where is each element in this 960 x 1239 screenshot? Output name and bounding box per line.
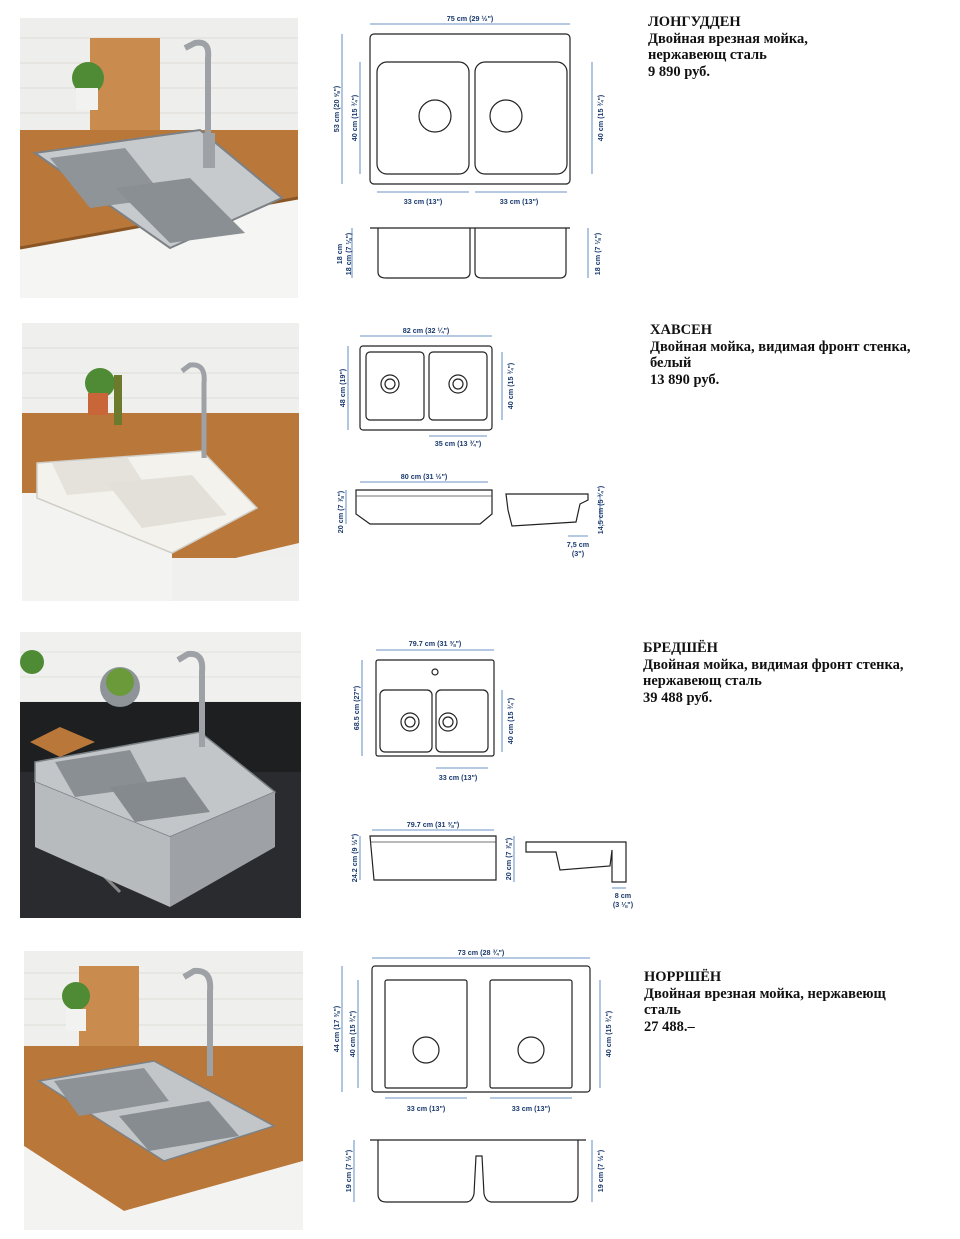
product-photo-norrsjon (24, 951, 303, 1230)
dim-side-height: 14,5 cm (5 ¾") (596, 485, 605, 535)
dim-depth-right: 19 cm (7 ½") (596, 1149, 605, 1193)
product-desc-line: Двойная врезная мойка, нержавеющ (644, 985, 886, 1002)
dim-bowl-width-right: 33 cm (13") (499, 197, 539, 206)
dim-front-height: 24.2 cm (9 ½") (350, 833, 359, 883)
product-desc-line: Двойная мойка, видимая фронт стенка, (643, 656, 904, 673)
dim-top-width: 75 cm (29 ½") (446, 14, 494, 23)
product-name: ХАВСЕН (650, 322, 713, 338)
dim-top-width: 79.7 cm (31 ⅜") (408, 639, 462, 648)
product-price: 39 488 руб. (643, 689, 713, 706)
product-photo-bredsjon (20, 632, 301, 918)
dim-side-height: 20 cm (7 ⅞") (504, 837, 513, 881)
dim-bowl-width-left: 33 cm (13") (403, 197, 443, 206)
dim-height-total: 48 cm (19") (338, 368, 347, 408)
dim-bowl-height-left: 40 cm (15 ¾") (350, 94, 359, 142)
product-photo-havsen (22, 323, 299, 601)
dimension-drawing-bredsjon (340, 630, 640, 915)
dim-bowl-height: 40 cm (15 ¾") (506, 697, 515, 745)
dimension-drawing-havsen (330, 322, 630, 562)
product-info-longudden (648, 14, 808, 80)
dim-side-lip: 8 cm (614, 891, 632, 900)
dim-front-width: 79.7 cm (31 ⅜") (406, 820, 460, 829)
product-name: ЛОНГУДДЕН (648, 14, 741, 30)
product-desc-line: Двойная мойка, видимая фронт стенка, (650, 338, 911, 355)
product-desc-line: нержавеющ сталь (643, 673, 762, 689)
dim-depth-left: 19 cm (7 ½") (344, 1149, 353, 1193)
product-price: 13 890 руб. (650, 371, 720, 388)
dimension-drawing-norrsjon (330, 944, 625, 1209)
dim-front-width: 80 cm (31 ½") (400, 472, 448, 481)
dim-bowl-width: 35 cm (13 ¾") (434, 439, 482, 448)
dim-depth-left-cm: 18 cm (335, 243, 344, 265)
product-name: НОРРШЁН (644, 969, 722, 985)
dim-bowl-width-left: 33 cm (13") (406, 1104, 446, 1113)
dim-bowl-width-right: 33 cm (13") (511, 1104, 551, 1113)
dim-height-total: 44 cm (17 ⅜") (332, 1005, 341, 1053)
dim-bowl-height: 40 cm (15 ¾") (506, 362, 515, 410)
dim-height-total: 53 cm (20 ⅝") (332, 85, 341, 133)
product-info-norrsjon (644, 969, 886, 1035)
dim-side-lip-inch: (3") (571, 549, 585, 558)
product-name: БРЕДШЁН (643, 640, 718, 656)
product-info-bredsjon (643, 640, 904, 706)
dim-depth-left: 18 cm (7 ⅛") (344, 232, 353, 276)
product-info-havsen (650, 322, 911, 388)
dim-height-total: 68.5 cm (27") (352, 685, 361, 731)
dim-side-lip: 7,5 cm (566, 540, 590, 549)
dim-front-height: 20 cm (7 ⅞") (336, 490, 345, 534)
product-desc-line: Двойная врезная мойка, (648, 30, 808, 47)
dim-bowl-height-right: 40 cm (15 ¾") (596, 94, 605, 142)
dimension-drawing-longudden (330, 10, 620, 290)
product-price: 27 488.– (644, 1018, 695, 1035)
product-desc-line: сталь (644, 1002, 681, 1018)
product-photo-longudden (20, 18, 298, 298)
dim-bowl-width: 33 cm (13") (438, 773, 478, 782)
dim-bowl-height-right: 40 cm (15 ¾") (604, 1010, 613, 1058)
product-desc-line: нержавеющ сталь (648, 47, 767, 63)
product-price: 9 890 руб. (648, 63, 711, 80)
dim-bowl-height-left: 40 cm (15 ¾") (348, 1010, 357, 1058)
dim-side-lip-inch: (3 ⅛") (612, 900, 634, 909)
dim-top-width: 73 cm (28 ¾") (457, 948, 505, 957)
dim-top-width: 82 cm (32 ¼") (402, 326, 450, 335)
product-desc-line: белый (650, 355, 692, 371)
dim-depth-right: 18 cm (7 ⅛") (593, 232, 602, 276)
